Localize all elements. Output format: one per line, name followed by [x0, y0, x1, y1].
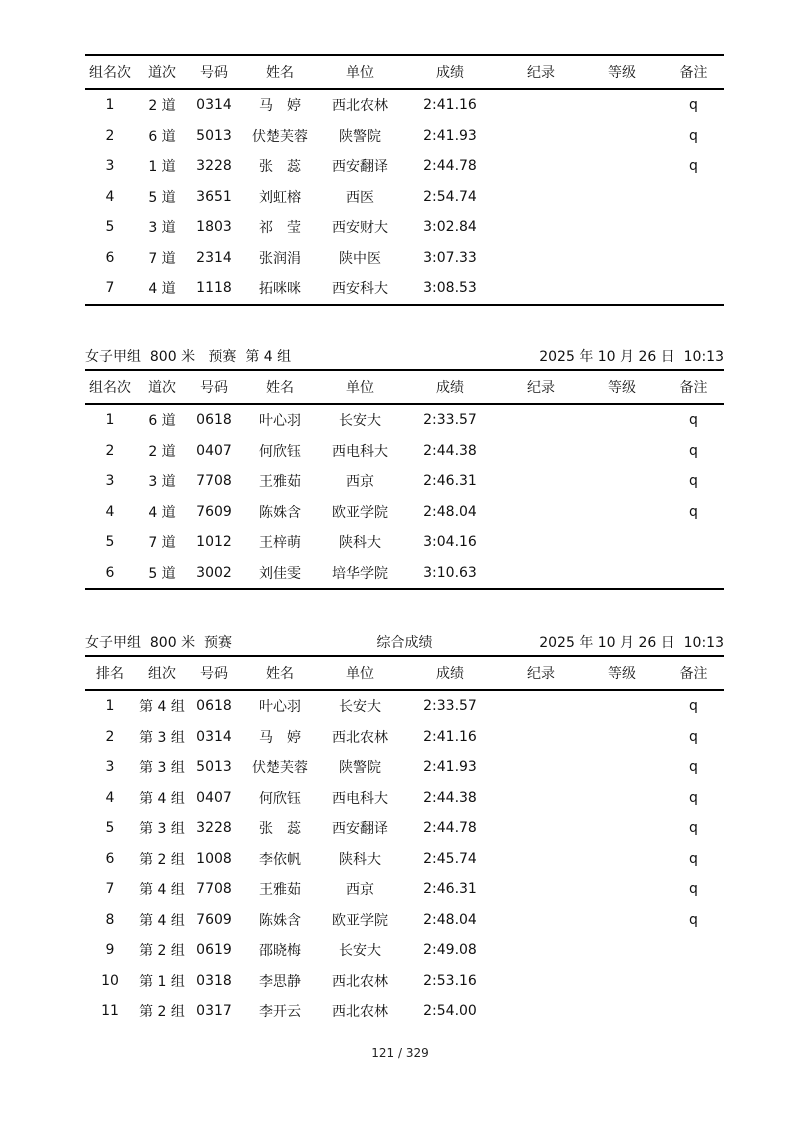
cell-result: 3:07.33: [423, 249, 477, 266]
cell-place: 3: [105, 158, 115, 175]
cell-result: 3:10.63: [423, 564, 477, 581]
cell-remark: [663, 996, 724, 1027]
column-header: 道次: [135, 370, 189, 404]
table-row: [85, 874, 724, 905]
cell-lane-or-heat: 7 道: [148, 250, 176, 267]
cell-team: 长安大: [339, 413, 381, 430]
cell-record: [501, 905, 581, 936]
cell-remark: q: [689, 503, 698, 520]
cell-team: 长安大: [339, 699, 381, 716]
cell-grade: [581, 527, 663, 558]
cell-bib: 0407: [196, 442, 232, 459]
heat-4-caption: [85, 349, 724, 366]
cell-result: 2:54.74: [423, 188, 477, 205]
cell-lane-or-heat: 6 道: [148, 128, 176, 145]
cell-remark: [663, 212, 724, 243]
cell-athlete: 何欣钰: [259, 443, 301, 460]
cell-bib: 7708: [196, 473, 232, 490]
table-row: [85, 436, 724, 467]
heat-4-title: 女子甲组 800 米 预赛 第 4 组: [85, 349, 292, 365]
cell-result: 2:33.57: [423, 698, 477, 715]
cell-bib: 0618: [196, 698, 232, 715]
cell-place: 4: [105, 503, 115, 520]
heat-4-table: [85, 369, 724, 590]
cell-team: 西医: [346, 189, 374, 206]
cell-place: 7: [105, 280, 115, 297]
cell-grade: [581, 874, 663, 905]
table-row: [85, 527, 724, 558]
cell-lane-or-heat: 4 道: [148, 504, 176, 521]
cell-place: 9: [105, 942, 115, 959]
cell-grade: [581, 935, 663, 966]
cell-grade: [581, 497, 663, 528]
cell-record: [501, 783, 581, 814]
cell-lane-or-heat: 5 道: [148, 565, 176, 582]
heat-3-body: [85, 89, 724, 305]
cell-grade: [581, 783, 663, 814]
cell-record: [501, 690, 581, 722]
cell-bib: 1803: [196, 219, 232, 236]
cell-lane-or-heat: 第 4 组: [139, 699, 185, 716]
overall-title: 女子甲组 800 米 预赛: [85, 635, 232, 651]
cell-lane-or-heat: 第 3 组: [139, 821, 185, 838]
cell-athlete: 叶心羽: [259, 699, 301, 716]
cell-athlete: 陈姝含: [259, 504, 301, 521]
cell-grade: [581, 182, 663, 213]
cell-remark: q: [689, 442, 698, 459]
table-row: [85, 151, 724, 182]
table-row: [85, 404, 724, 436]
table-row: [85, 243, 724, 274]
cell-record: [501, 527, 581, 558]
table-row: [85, 996, 724, 1027]
cell-grade: [581, 690, 663, 722]
cell-athlete: 张润涓: [259, 250, 301, 267]
cell-result: 2:33.57: [423, 412, 477, 429]
cell-grade: [581, 466, 663, 497]
table-row: [85, 813, 724, 844]
cell-grade: [581, 558, 663, 590]
column-header: 备注: [663, 656, 724, 690]
cell-result: 2:41.16: [423, 97, 477, 114]
column-header: 组次: [135, 656, 189, 690]
cell-athlete: 陈姝含: [259, 912, 301, 929]
heat-3-section: [85, 54, 724, 306]
cell-team: 长安大: [339, 943, 381, 960]
cell-athlete: 祁 莹: [259, 220, 301, 237]
cell-lane-or-heat: 5 道: [148, 189, 176, 206]
cell-record: [501, 89, 581, 121]
column-header: 姓名: [239, 55, 321, 89]
cell-result: 2:41.16: [423, 728, 477, 745]
column-header: 号码: [189, 656, 239, 690]
cell-bib: 0407: [196, 789, 232, 806]
cell-remark: q: [689, 473, 698, 490]
cell-lane-or-heat: 第 4 组: [139, 882, 185, 899]
cell-remark: [663, 182, 724, 213]
overall-subtitle: 综合成绩: [376, 635, 433, 651]
cell-record: [501, 151, 581, 182]
cell-record: [501, 466, 581, 497]
column-header: 道次: [135, 55, 189, 89]
cell-team: 陕中医: [339, 250, 381, 267]
cell-bib: 5013: [196, 759, 232, 776]
cell-place: 11: [101, 1003, 119, 1020]
table-row: [85, 182, 724, 213]
column-header: 纪录: [501, 55, 581, 89]
cell-grade: [581, 273, 663, 305]
cell-athlete: 李思静: [259, 973, 301, 990]
cell-place: 6: [105, 850, 115, 867]
cell-team: 欧亚学院: [332, 504, 388, 521]
cell-lane-or-heat: 1 道: [148, 159, 176, 176]
cell-place: 3: [105, 473, 115, 490]
overall-body: [85, 690, 724, 1027]
cell-team: 西电科大: [332, 790, 388, 807]
cell-athlete: 李依帆: [259, 851, 301, 868]
cell-remark: q: [689, 412, 698, 429]
cell-athlete: 王雅茹: [259, 474, 301, 491]
table-row: [85, 121, 724, 152]
cell-result: 3:04.16: [423, 534, 477, 551]
cell-athlete: 伏楚芙蓉: [252, 128, 308, 145]
overall-table: [85, 655, 724, 1027]
column-header: 组名次: [85, 55, 135, 89]
cell-athlete: 邵晓梅: [259, 943, 301, 960]
cell-remark: [663, 558, 724, 590]
cell-lane-or-heat: 第 3 组: [139, 760, 185, 777]
cell-athlete: 王雅茹: [259, 882, 301, 899]
cell-athlete: 叶心羽: [259, 413, 301, 430]
cell-record: [501, 243, 581, 274]
column-header: 单位: [321, 370, 399, 404]
cell-place: 10: [101, 972, 119, 989]
table-row: [85, 905, 724, 936]
cell-bib: 0317: [196, 1003, 232, 1020]
cell-record: [501, 404, 581, 436]
cell-place: 3: [105, 759, 115, 776]
cell-remark: q: [689, 698, 698, 715]
cell-place: 1: [105, 97, 115, 114]
cell-team: 陕警院: [339, 760, 381, 777]
cell-grade: [581, 905, 663, 936]
cell-bib: 0619: [196, 942, 232, 959]
cell-team: 陕科大: [339, 535, 381, 552]
cell-lane-or-heat: 2 道: [148, 443, 176, 460]
cell-team: 陕警院: [339, 128, 381, 145]
cell-athlete: 王梓萌: [259, 535, 301, 552]
cell-athlete: 张 蕊: [259, 821, 301, 838]
table-row: [85, 466, 724, 497]
cell-team: 西北农林: [332, 973, 388, 990]
cell-team: 西电科大: [332, 443, 388, 460]
cell-team: 西北农林: [332, 98, 388, 115]
heat-3-table: [85, 54, 724, 306]
column-header: 纪录: [501, 656, 581, 690]
cell-record: [501, 935, 581, 966]
cell-remark: q: [689, 127, 698, 144]
cell-remark: q: [689, 728, 698, 745]
cell-grade: [581, 966, 663, 997]
cell-grade: [581, 752, 663, 783]
cell-remark: q: [689, 97, 698, 114]
table-row: [85, 690, 724, 722]
cell-place: 1: [105, 698, 115, 715]
cell-athlete: 拓咪咪: [259, 281, 301, 298]
cell-team: 西安翻译: [332, 821, 388, 838]
page-number: 121 / 329: [371, 1046, 429, 1060]
cell-record: [501, 497, 581, 528]
cell-place: 1: [105, 412, 115, 429]
table-row: [85, 212, 724, 243]
cell-result: 2:49.08: [423, 942, 477, 959]
cell-grade: [581, 89, 663, 121]
cell-lane-or-heat: 第 3 组: [139, 729, 185, 746]
cell-result: 2:44.38: [423, 442, 477, 459]
cell-lane-or-heat: 第 2 组: [139, 1004, 185, 1021]
column-header: 组名次: [85, 370, 135, 404]
cell-record: [501, 558, 581, 590]
cell-record: [501, 966, 581, 997]
cell-bib: 1008: [196, 850, 232, 867]
cell-result: 2:41.93: [423, 127, 477, 144]
cell-remark: [663, 935, 724, 966]
cell-athlete: 马 婷: [259, 98, 301, 115]
cell-place: 7: [105, 881, 115, 898]
column-header: 成绩: [399, 656, 501, 690]
cell-lane-or-heat: 第 2 组: [139, 943, 185, 960]
cell-place: 2: [105, 127, 115, 144]
cell-result: 2:45.74: [423, 850, 477, 867]
heat-4-section: [85, 349, 724, 590]
cell-grade: [581, 151, 663, 182]
table-row: [85, 558, 724, 590]
cell-result: 2:46.31: [423, 473, 477, 490]
cell-result: 3:02.84: [423, 219, 477, 236]
cell-grade: [581, 436, 663, 467]
table-row: [85, 935, 724, 966]
cell-place: 6: [105, 564, 115, 581]
cell-remark: [663, 273, 724, 305]
cell-team: 西安翻译: [332, 159, 388, 176]
cell-athlete: 何欣钰: [259, 790, 301, 807]
cell-remark: q: [689, 820, 698, 837]
cell-bib: 0318: [196, 972, 232, 989]
cell-bib: 0618: [196, 412, 232, 429]
cell-record: [501, 844, 581, 875]
cell-result: 2:46.31: [423, 881, 477, 898]
column-header: 号码: [189, 55, 239, 89]
cell-record: [501, 813, 581, 844]
table-row: [85, 844, 724, 875]
cell-lane-or-heat: 6 道: [148, 413, 176, 430]
cell-result: 2:48.04: [423, 911, 477, 928]
cell-athlete: 李开云: [259, 1004, 301, 1021]
cell-result: 2:44.78: [423, 158, 477, 175]
cell-remark: [663, 243, 724, 274]
cell-team: 欧亚学院: [332, 912, 388, 929]
cell-athlete: 刘虹榕: [259, 189, 301, 206]
cell-record: [501, 722, 581, 753]
cell-bib: 3228: [196, 158, 232, 175]
cell-team: 西北农林: [332, 1004, 388, 1021]
column-header: 等级: [581, 370, 663, 404]
cell-record: [501, 273, 581, 305]
cell-lane-or-heat: 第 4 组: [139, 912, 185, 929]
cell-place: 5: [105, 534, 115, 551]
cell-bib: 7708: [196, 881, 232, 898]
table-row: [85, 722, 724, 753]
cell-remark: q: [689, 911, 698, 928]
cell-bib: 1118: [196, 280, 232, 297]
cell-team: 西安财大: [332, 220, 388, 237]
cell-lane-or-heat: 第 4 组: [139, 790, 185, 807]
cell-remark: q: [689, 850, 698, 867]
cell-result: 2:44.38: [423, 789, 477, 806]
table-row: [85, 783, 724, 814]
cell-place: 5: [105, 820, 115, 837]
cell-record: [501, 121, 581, 152]
cell-team: 培华学院: [332, 565, 388, 582]
heat-4-body: [85, 404, 724, 589]
cell-athlete: 张 蕊: [259, 159, 301, 176]
cell-athlete: 刘佳雯: [259, 565, 301, 582]
cell-lane-or-heat: 4 道: [148, 281, 176, 298]
column-header: 号码: [189, 370, 239, 404]
table-row: [85, 966, 724, 997]
cell-result: 2:53.16: [423, 972, 477, 989]
cell-grade: [581, 996, 663, 1027]
cell-bib: 3002: [196, 564, 232, 581]
cell-lane-or-heat: 第 2 组: [139, 851, 185, 868]
cell-record: [501, 436, 581, 467]
column-header: 备注: [663, 370, 724, 404]
cell-remark: q: [689, 759, 698, 776]
cell-grade: [581, 722, 663, 753]
cell-grade: [581, 404, 663, 436]
column-header: 纪录: [501, 370, 581, 404]
table-row: [85, 497, 724, 528]
cell-grade: [581, 121, 663, 152]
cell-bib: 7609: [196, 503, 232, 520]
cell-remark: [663, 527, 724, 558]
column-header: 单位: [321, 656, 399, 690]
heat-4-datetime: 2025 年 10 月 26 日 10:13: [539, 349, 724, 365]
cell-bib: 0314: [196, 728, 232, 745]
cell-grade: [581, 243, 663, 274]
heat-4-header-row: [85, 370, 724, 404]
cell-bib: 3228: [196, 820, 232, 837]
column-header: 等级: [581, 656, 663, 690]
cell-remark: q: [689, 789, 698, 806]
cell-bib: 7609: [196, 911, 232, 928]
cell-lane-or-heat: 7 道: [148, 535, 176, 552]
cell-remark: q: [689, 158, 698, 175]
column-header: 等级: [581, 55, 663, 89]
cell-bib: 2314: [196, 249, 232, 266]
cell-lane-or-heat: 3 道: [148, 474, 176, 491]
cell-team: 西安科大: [332, 281, 388, 298]
cell-record: [501, 752, 581, 783]
cell-result: 2:48.04: [423, 503, 477, 520]
overall-header-row: [85, 656, 724, 690]
cell-lane-or-heat: 3 道: [148, 220, 176, 237]
cell-record: [501, 874, 581, 905]
cell-lane-or-heat: 2 道: [148, 98, 176, 115]
overall-caption: [85, 635, 724, 652]
cell-team: 西京: [346, 474, 374, 491]
cell-record: [501, 212, 581, 243]
column-header: 成绩: [399, 55, 501, 89]
cell-team: 陕科大: [339, 851, 381, 868]
cell-place: 4: [105, 789, 115, 806]
cell-result: 3:08.53: [423, 280, 477, 297]
cell-place: 5: [105, 219, 115, 236]
cell-result: 2:54.00: [423, 1003, 477, 1020]
cell-result: 2:41.93: [423, 759, 477, 776]
column-header: 姓名: [239, 656, 321, 690]
table-row: [85, 752, 724, 783]
cell-place: 2: [105, 728, 115, 745]
overall-section: [85, 635, 724, 1027]
cell-bib: 3651: [196, 188, 232, 205]
cell-remark: q: [689, 881, 698, 898]
cell-place: 2: [105, 442, 115, 459]
cell-place: 6: [105, 249, 115, 266]
overall-datetime: 2025 年 10 月 26 日 10:13: [539, 635, 724, 651]
cell-bib: 5013: [196, 127, 232, 144]
cell-athlete: 马 婷: [259, 729, 301, 746]
cell-team: 西北农林: [332, 729, 388, 746]
cell-grade: [581, 212, 663, 243]
cell-lane-or-heat: 第 1 组: [139, 973, 185, 990]
cell-place: 8: [105, 911, 115, 928]
table-row: [85, 89, 724, 121]
cell-athlete: 伏楚芙蓉: [252, 760, 308, 777]
cell-bib: 1012: [196, 534, 232, 551]
column-header: 成绩: [399, 370, 501, 404]
cell-bib: 0314: [196, 97, 232, 114]
cell-place: 4: [105, 188, 115, 205]
column-header: 备注: [663, 55, 724, 89]
column-header: 单位: [321, 55, 399, 89]
heat-3-header-row: [85, 55, 724, 89]
cell-grade: [581, 844, 663, 875]
cell-record: [501, 182, 581, 213]
cell-remark: [663, 966, 724, 997]
table-row: [85, 273, 724, 305]
cell-result: 2:44.78: [423, 820, 477, 837]
column-header: 姓名: [239, 370, 321, 404]
cell-team: 西京: [346, 882, 374, 899]
cell-grade: [581, 813, 663, 844]
cell-record: [501, 996, 581, 1027]
column-header: 排名: [85, 656, 135, 690]
